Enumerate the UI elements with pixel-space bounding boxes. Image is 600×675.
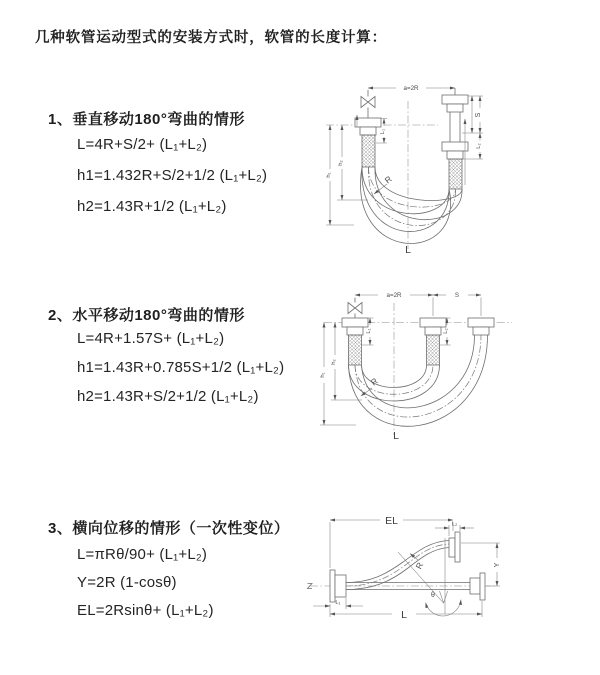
dim-label-l1: L₁ (380, 128, 386, 135)
dim-label-l1: L₁ (366, 328, 372, 334)
radius-label: R (382, 173, 394, 186)
formula-s1-h2: h2=1.43R+1/2 (L₁+L₂) (77, 198, 227, 215)
dim-label-el: EL (385, 514, 398, 527)
dim-label-h1: h₁ (326, 172, 332, 178)
right-flange-bottom (442, 142, 468, 159)
dim-label-l2: L₂ (476, 143, 482, 149)
angle-label: θ (431, 592, 435, 599)
page-title: 几种软管运动型式的安装方式时，软管的长度计算： (35, 30, 387, 46)
formula-s3-y: Y=2R (1-cosθ) (77, 574, 177, 591)
formula-s2-l: L=4R+1.57S+ (L₁+L₂) (77, 330, 225, 347)
dim-label-span: a=2R (403, 85, 419, 93)
formula-s1-h1: h1=1.432R+S/2+1/2 (L₁+L₂) (77, 167, 268, 184)
length-label: L (405, 244, 411, 256)
dim-label-l2: L₂ (451, 521, 458, 528)
left-flange (342, 318, 368, 335)
right-flange (470, 573, 485, 600)
angle-vertex-mark (440, 591, 448, 603)
length-label: L (401, 609, 407, 621)
braided-fitting (349, 335, 362, 365)
dim-label-span: a=2R (386, 292, 402, 300)
radius-label: R (368, 375, 380, 388)
valve-icon (361, 97, 375, 108)
formula-s3-el: EL=2Rsinθ+ (L₁+L₂) (77, 602, 214, 619)
radius-label: R (413, 560, 426, 571)
dim-label-h2: h₂ (331, 359, 337, 365)
formula-s1-l: L=4R+S/2+ (L₁+L₂) (77, 136, 208, 153)
diagram-vertical-180-bend (310, 75, 600, 257)
section-1-heading: 1、垂直移动180°弯曲的情形 (48, 111, 245, 128)
formula-s3-l: L=πRθ/90+ (L₁+L₂) (77, 546, 208, 563)
dim-label-s: S (454, 292, 460, 300)
left-flange (330, 570, 346, 602)
length-label: L (393, 430, 399, 442)
formula-s2-h1: h1=1.43R+0.785S+1/2 (L₁+L₂) (77, 359, 285, 376)
displaced-flange (449, 532, 460, 562)
formula-s2-h2: h2=1.43R+S/2+1/2 (L₁+L₂) (77, 388, 259, 405)
dim-label-s: S (475, 112, 482, 118)
diagram-lateral-displacement (300, 505, 600, 650)
dim-label-h1: h₁ (320, 372, 326, 378)
dim-label-h2: h₂ (338, 160, 344, 166)
braided-fitting (449, 159, 462, 189)
radius-construction-line (398, 552, 443, 603)
dim-label-l1: L₁ (335, 600, 341, 606)
valve-icon (348, 303, 362, 314)
dimension-lines (313, 520, 500, 617)
dimension-lines (320, 295, 481, 425)
right-flange-top (442, 95, 468, 112)
right-flange-moved (468, 318, 494, 335)
diagram-horizontal-180-bend (310, 283, 600, 455)
braided-fitting (427, 335, 440, 365)
left-flange (355, 118, 381, 135)
hose-curves (361, 167, 463, 244)
braided-fitting (362, 135, 375, 167)
dim-label-y: Y (494, 562, 501, 568)
pipe-walls (450, 112, 460, 142)
dim-label-l2: L₂ (443, 328, 449, 334)
section-3-heading: 3、横向位移的情形（一次性变位） (48, 520, 290, 537)
section-2-heading: 2、水平移动180°弯曲的情形 (48, 307, 245, 324)
